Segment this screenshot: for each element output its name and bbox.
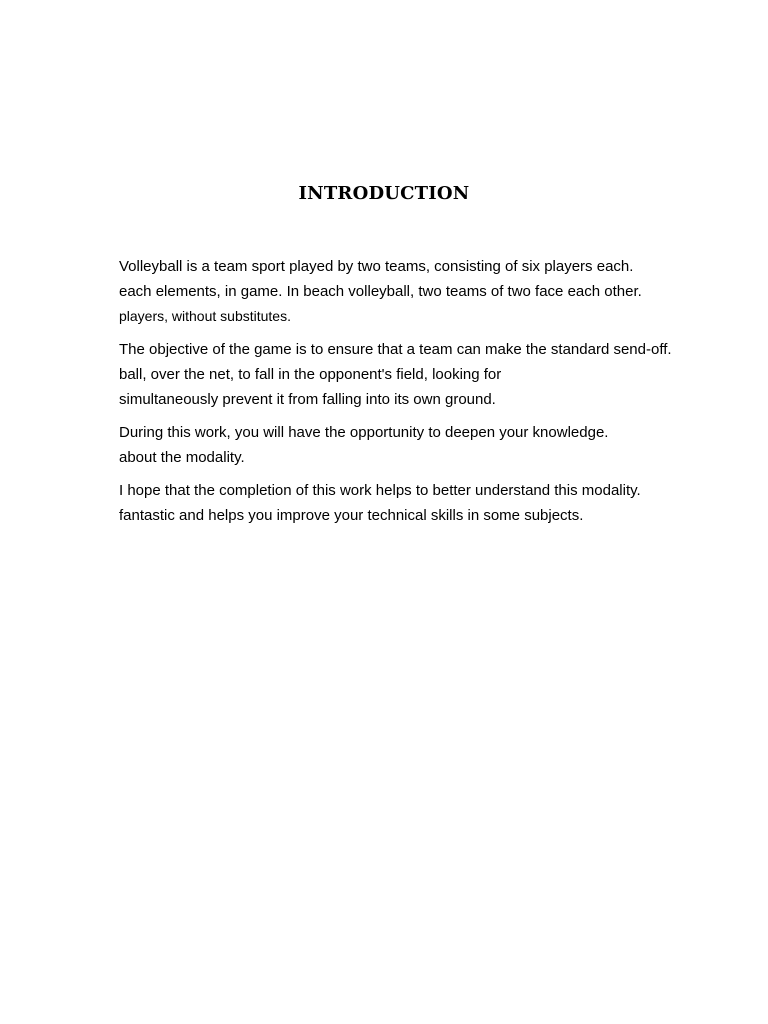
paragraph-3: [119, 420, 699, 470]
text-line: I hope that the completion of this work helps to better understand this modality.: [119, 482, 641, 499]
text-line: players, without substitutes.: [119, 308, 291, 324]
body-text: [119, 254, 699, 536]
text-line: simultaneously prevent it from falling into its own ground.: [119, 391, 496, 408]
text-line: about the modality.: [119, 449, 245, 466]
page-title: INTRODUCTION: [298, 183, 470, 204]
paragraph-4: [119, 478, 699, 528]
text-line: ball, over the net, to fall in the opponent's field, looking for: [119, 366, 502, 383]
text-line: fantastic and helps you improve your technical skills in some subjects.: [119, 507, 584, 524]
text-line: The objective of the game is to ensure that a team can make the standard send-off.: [119, 341, 672, 358]
text-line: Volleyball is a team sport played by two teams, consisting of six players each.: [119, 258, 634, 275]
paragraph-1: [119, 254, 699, 329]
text-line: each elements, in game. In beach volleyball, two teams of two face each other.: [119, 283, 642, 300]
paragraph-2: [119, 337, 699, 412]
text-line: During this work, you will have the opportunity to deepen your knowledge.: [119, 424, 609, 441]
